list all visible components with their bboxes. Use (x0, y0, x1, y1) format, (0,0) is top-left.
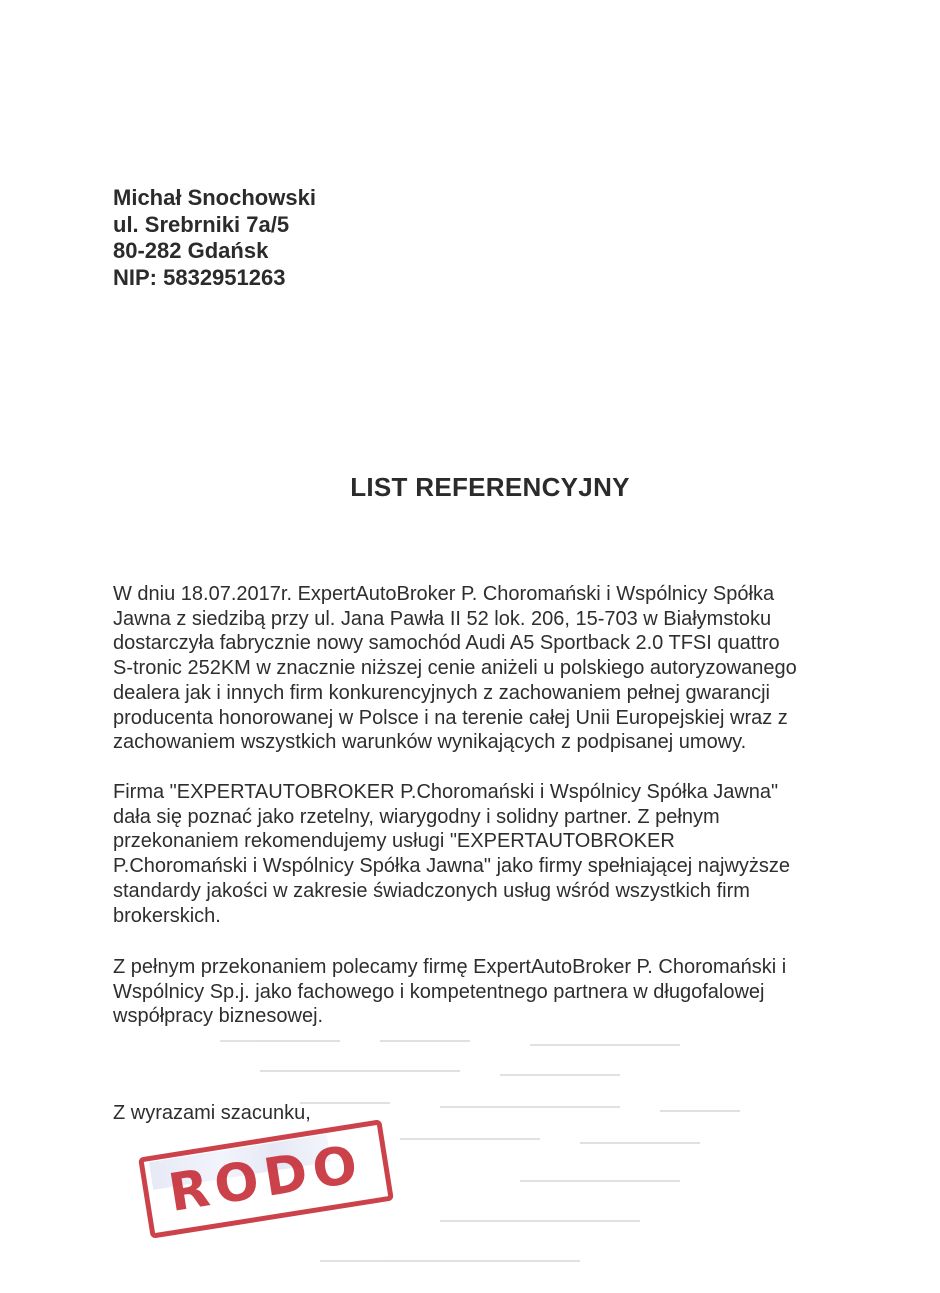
paragraph-line: zachowaniem wszystkich warunków wynikających z podpisanej umowy. (113, 731, 747, 754)
paragraph-line: Wspólnicy Sp.j. jako fachowego i kompetentnego partnera w długofalowej (113, 980, 765, 1003)
paragraph-line: dealera jak i innych firm konkurencyjnych z zachowaniem pełnej gwarancji (113, 681, 770, 704)
paragraph-line: dostarczyła fabrycznie nowy samochód Audi A5 Sportback 2.0 TFSI quattro (113, 632, 780, 655)
sender-street: ul. Srebrniki 7a/5 (113, 211, 290, 237)
paragraph-line: współpracy biznesowej. (113, 1005, 324, 1028)
paragraph-line: Firma "EXPERTAUTOBROKER P.Choromański i Wspólnicy Spółka Jawna" (113, 781, 779, 803)
paragraph-line: P.Choromański i Wspólnicy Spółka Jawna" jako firmy spełniającej najwyższe (113, 855, 791, 878)
paragraph-line: brokerskich. (113, 904, 221, 927)
paragraph-2 (113, 780, 873, 928)
paragraph-line: dała się poznać jako rzetelny, wiarygodny i solidny partner. Z pełnym (113, 805, 720, 828)
paragraph-3 (113, 955, 873, 1029)
rodo-stamp (138, 1119, 394, 1238)
sender-address (113, 185, 316, 291)
paragraph-line: Z pełnym przekonaniem polecamy firmę ExpertAutoBroker P. Choromański i (113, 956, 787, 978)
stamp-text: RODO (164, 1134, 368, 1224)
closing-salutation: Z wyrazami szacunku, (113, 1102, 311, 1124)
letter-title: LIST REFERENCYJNY (350, 472, 630, 502)
paragraph-1 (113, 582, 873, 755)
paragraph-line: producenta honorowanej w Polsce i na terenie całej Unii Europejskiej wraz z (113, 706, 788, 729)
sender-city: 80-282 Gdańsk (113, 238, 269, 263)
paragraph-line: W dniu 18.07.2017r. ExpertAutoBroker P. Choromański i Wspólnicy Spółka (113, 583, 775, 605)
sender-name: Michał Snochowski (113, 185, 316, 210)
paragraph-line: przekonaniem rekomendujemy usługi "EXPERTAUTOBROKER (113, 830, 675, 853)
paragraph-line: standardy jakości w zakresie świadczonych usług wśród wszystkich firm (113, 879, 750, 902)
paragraph-line: Jawna z siedzibą przy ul. Jana Pawła II 52 lok. 206, 15-703 w Białymstoku (113, 607, 772, 630)
paragraph-line: S-tronic 252KM w znacznie niższej cenie aniżeli u polskiego autoryzowanego (113, 657, 797, 680)
sender-nip: NIP: 5832951263 (113, 264, 286, 290)
